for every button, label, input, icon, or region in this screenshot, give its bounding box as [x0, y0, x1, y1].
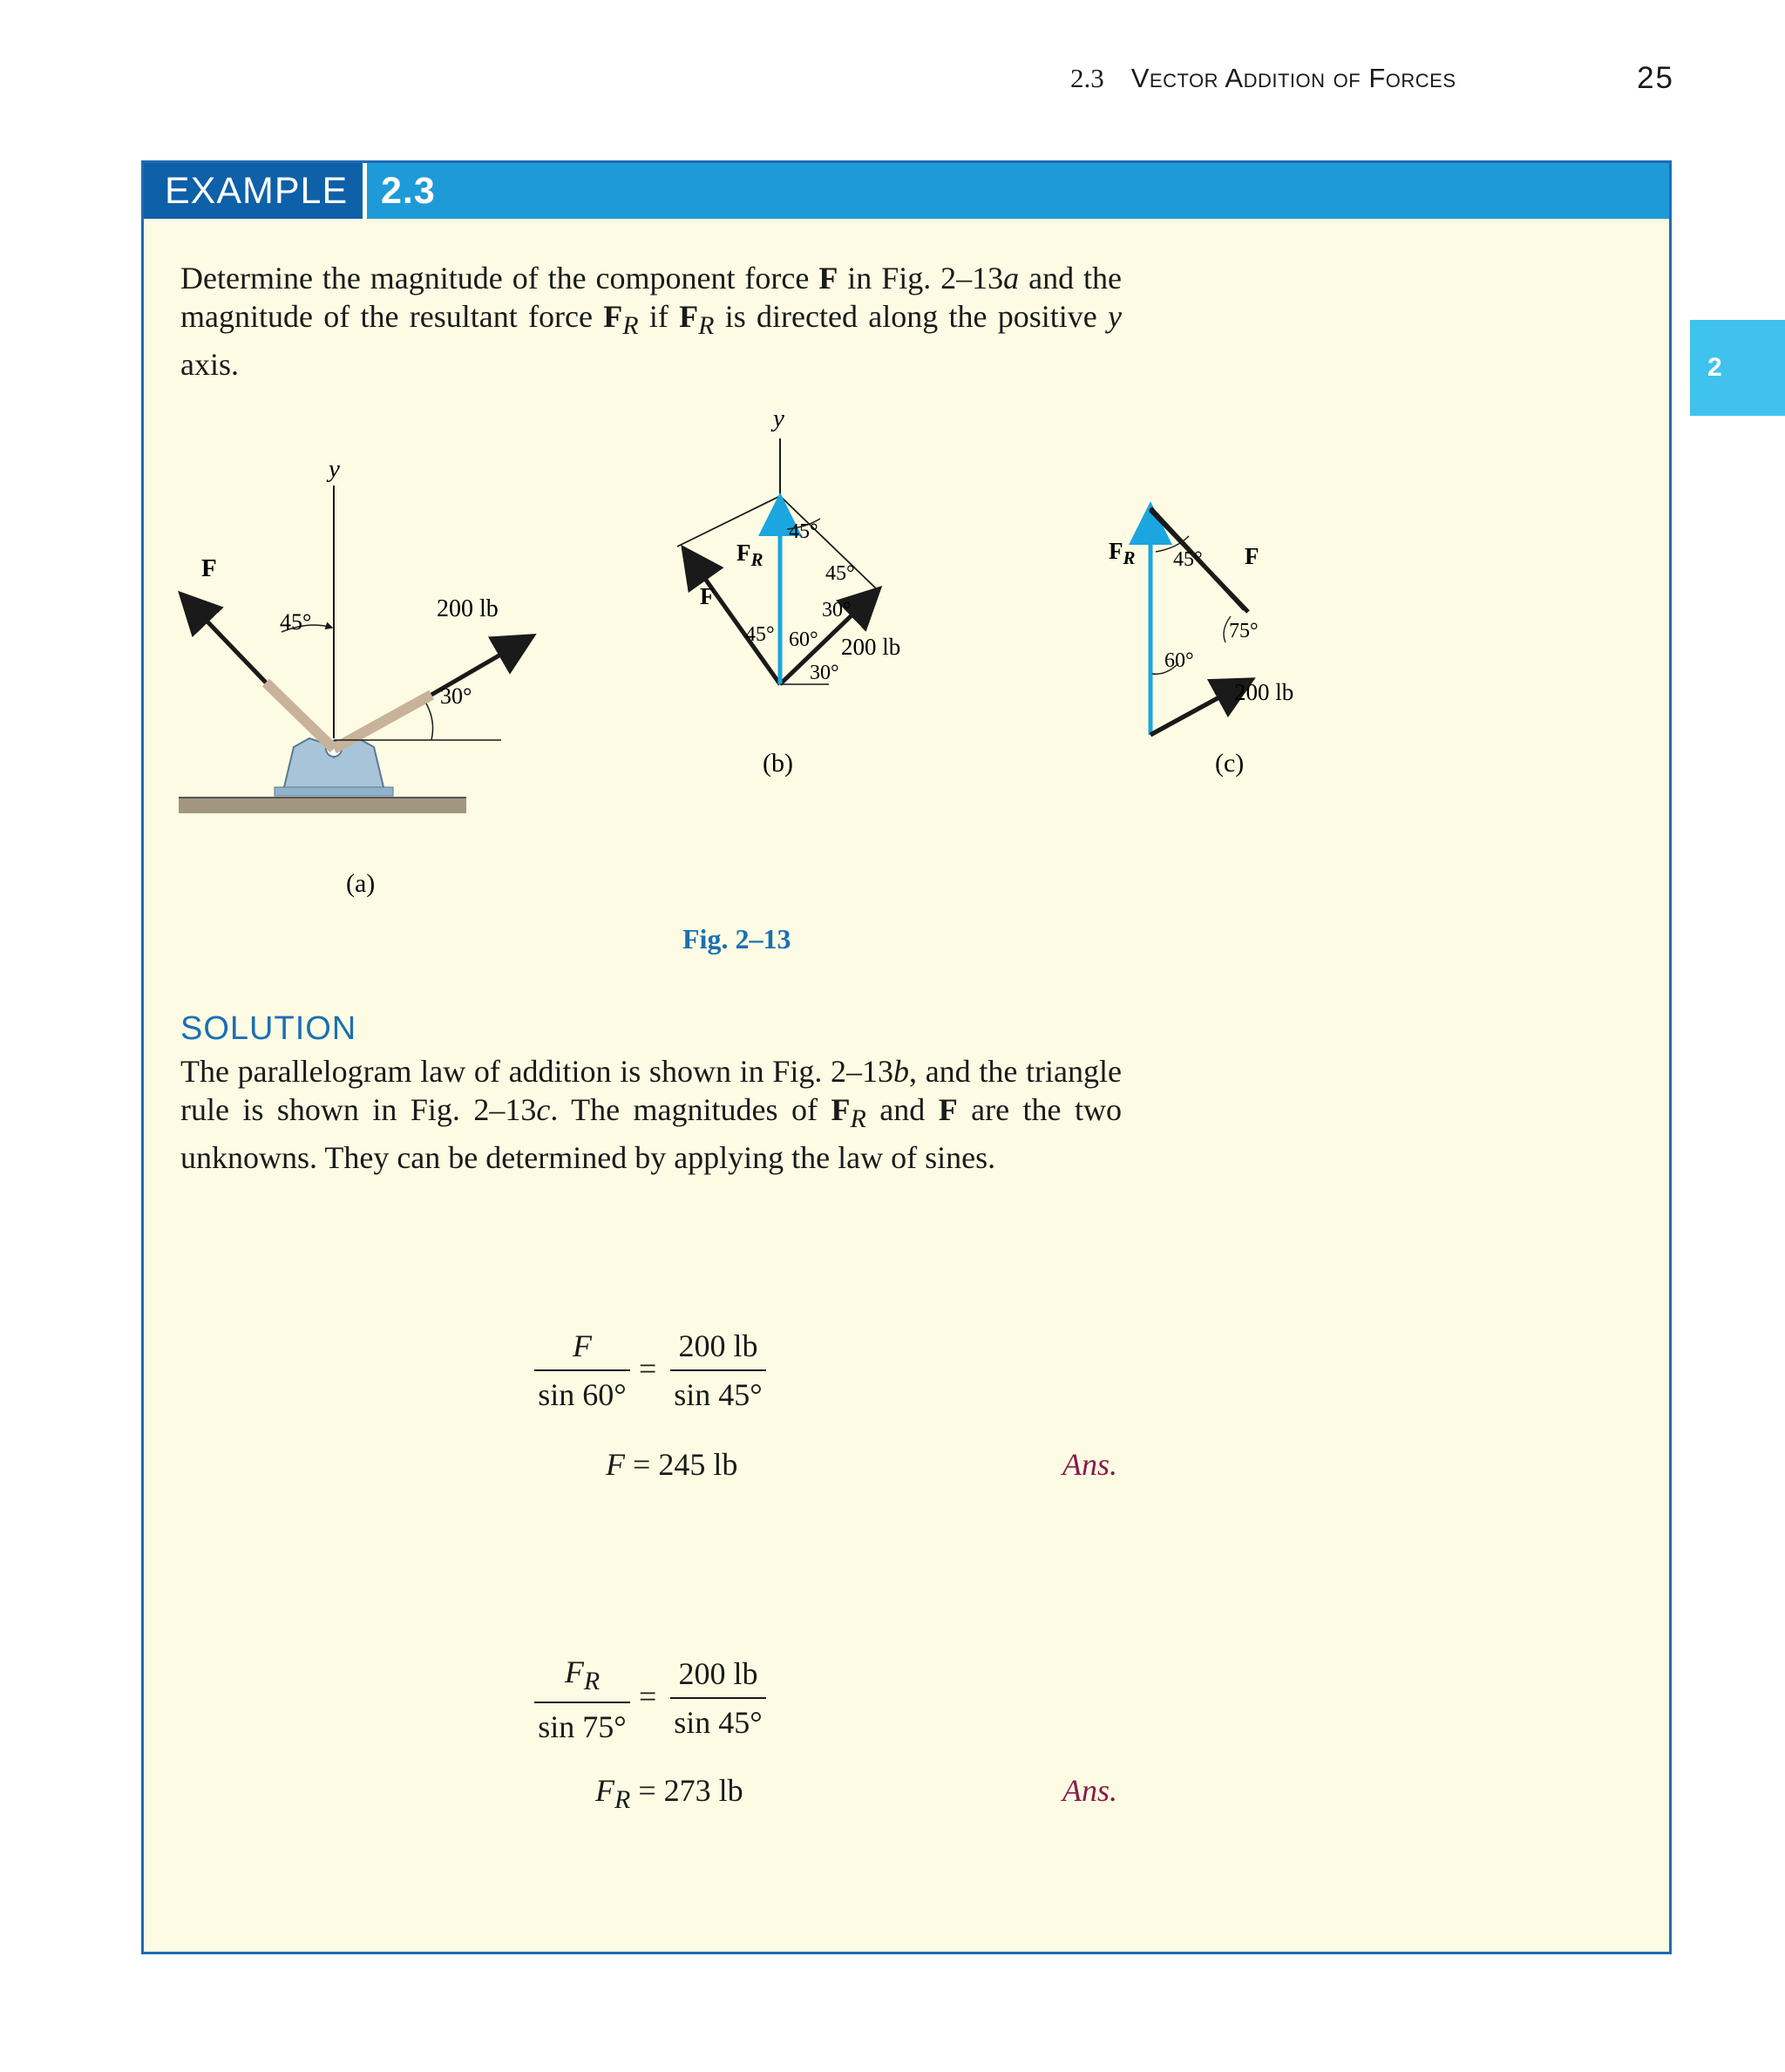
angle-bottom: 60° [1164, 649, 1194, 672]
force-F-arrow [184, 597, 266, 683]
FR-label: $F_R$ [1109, 538, 1136, 568]
angle-bottom: 30° [810, 662, 839, 684]
eq1-equals: = [639, 1351, 657, 1386]
example-number: 2.3 [381, 169, 436, 212]
figure-a [179, 442, 667, 898]
answer-marker-1: Ans. [1062, 1447, 1117, 1482]
example-divider [363, 163, 367, 219]
y-axis-label: y [773, 404, 784, 432]
y-axis-label: y [329, 455, 340, 483]
angle-right-top: 45° [825, 562, 855, 585]
example-label: EXAMPLE [144, 163, 363, 219]
figure-caption: Fig. 2–13 [682, 923, 791, 954]
example-box [141, 160, 1672, 1954]
angle-top: 45° [1173, 548, 1203, 571]
answer-marker-2: Ans. [1062, 1773, 1117, 1808]
figure-c [1098, 468, 1412, 904]
angle-45-label: 45° [280, 609, 312, 635]
result-F: F = 245 lb [606, 1447, 738, 1482]
solution-heading: SOLUTION [180, 1010, 357, 1047]
section-number: 2.3 [1070, 63, 1104, 93]
force-200-label: 200 lb [1234, 679, 1294, 705]
angle-left: 45° [745, 623, 775, 646]
figure-a-label: (a) [346, 869, 376, 898]
F-label: F [201, 554, 217, 582]
angle-top: 45° [789, 520, 818, 543]
figure-b [623, 398, 937, 904]
eq2-equals: = [639, 1679, 657, 1714]
FR-label: $F_R$ [736, 540, 764, 570]
F-label: F [700, 583, 715, 609]
angle-right: 30° [822, 599, 852, 622]
force-200-label: 200 lb [841, 634, 901, 660]
section-title: Vector Addition of Forces [1130, 63, 1456, 93]
example-header [144, 163, 1669, 219]
problem-statement: Determine the magnitude of the component force F in Fig. 2–13a and the magnitude of the resultant force $F_R$ if $F_R$ is directed along the positive y axis. [180, 261, 1123, 383]
angle-right: 75° [1229, 620, 1259, 642]
angle-30-label: 30° [440, 683, 472, 709]
force-F-arrow [686, 552, 780, 684]
figure-c-label: (c) [1215, 749, 1245, 778]
angle-mid: 60° [789, 628, 818, 651]
solution-text: The parallelogram law of addition is shown in Fig. 2–13b, and the triangle rule is shown in Fig. 2–13c. The magnitudes of $F_R$ and F are the two unknowns. They can be determined by applying the law of sines. [180, 1054, 1122, 1176]
eq1-right-fraction: 200 lb sin 45° [670, 1328, 766, 1413]
F-label: F [1245, 543, 1259, 569]
result-FR: $F_R = 273$ lb [595, 1773, 743, 1815]
chapter-tab[interactable]: 2 [1690, 320, 1785, 416]
force-200-label: 200 lb [437, 595, 499, 622]
page-number: 25 [1637, 61, 1674, 95]
figure-b-label: (b) [763, 749, 793, 778]
eq2-left-fraction: $F_R$ sin 75° [534, 1654, 630, 1745]
eq2-right-fraction: 200 lb sin 45° [670, 1655, 766, 1741]
ground [179, 798, 466, 813]
eq1-left-fraction: F sin 60° [534, 1328, 630, 1413]
running-head [1070, 63, 1456, 94]
